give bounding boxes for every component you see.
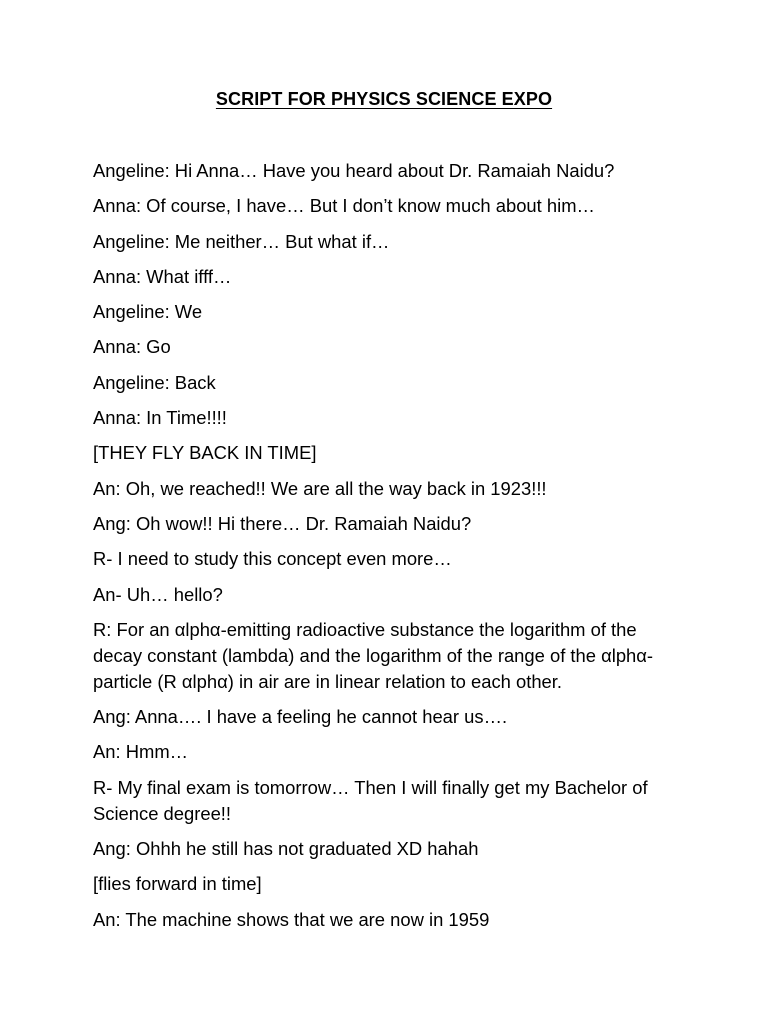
- script-line: An: Hmm…: [93, 741, 189, 763]
- script-line: R- My final exam is tomorrow… Then I will finally get my Bachelor of Science degree!!: [93, 776, 648, 824]
- script-line: Angeline: Me neither… But what if…: [93, 230, 390, 252]
- stage-direction: [flies forward in time]: [93, 873, 262, 895]
- script-line: An: The machine shows that we are now in 1959: [93, 908, 490, 930]
- script-line: An: Oh, we reached!! We are all the way back in 1923!!!: [93, 477, 547, 499]
- script-line: Angeline: We: [93, 301, 203, 323]
- script-line: Angeline: Back: [93, 371, 216, 393]
- script-body: [93, 158, 678, 942]
- script-line: Ang: Oh wow!! Hi there… Dr. Ramaiah Naidu?: [93, 512, 472, 534]
- script-line: Anna: What ifff…: [93, 265, 232, 287]
- script-line: Ang: Ohhh he still has not graduated XD hahah: [93, 838, 479, 860]
- document-title: SCRIPT FOR PHYSICS SCIENCE EXPO: [215, 89, 553, 109]
- script-line: Ang: Anna…. I have a feeling he cannot hear us….: [93, 706, 508, 728]
- script-line: R: For an αlphα-emitting radioactive substance the logarithm of the decay constant (lambda) and the logarithm of the range of the αlphα-particle (R αlphα) in air are in linear relation to each other.: [93, 618, 654, 692]
- script-line: R- I need to study this concept even more…: [93, 548, 452, 570]
- script-line: Angeline: Hi Anna… Have you heard about Dr. Ramaiah Naidu?: [93, 160, 615, 181]
- script-line: Anna: In Time!!!!: [93, 407, 227, 429]
- stage-direction: [THEY FLY BACK IN TIME]: [93, 442, 317, 464]
- script-line: Anna: Go: [93, 336, 171, 358]
- script-line: Anna: Of course, I have… But I don’t know much about him…: [93, 195, 595, 217]
- script-line: An- Uh… hello?: [93, 583, 223, 605]
